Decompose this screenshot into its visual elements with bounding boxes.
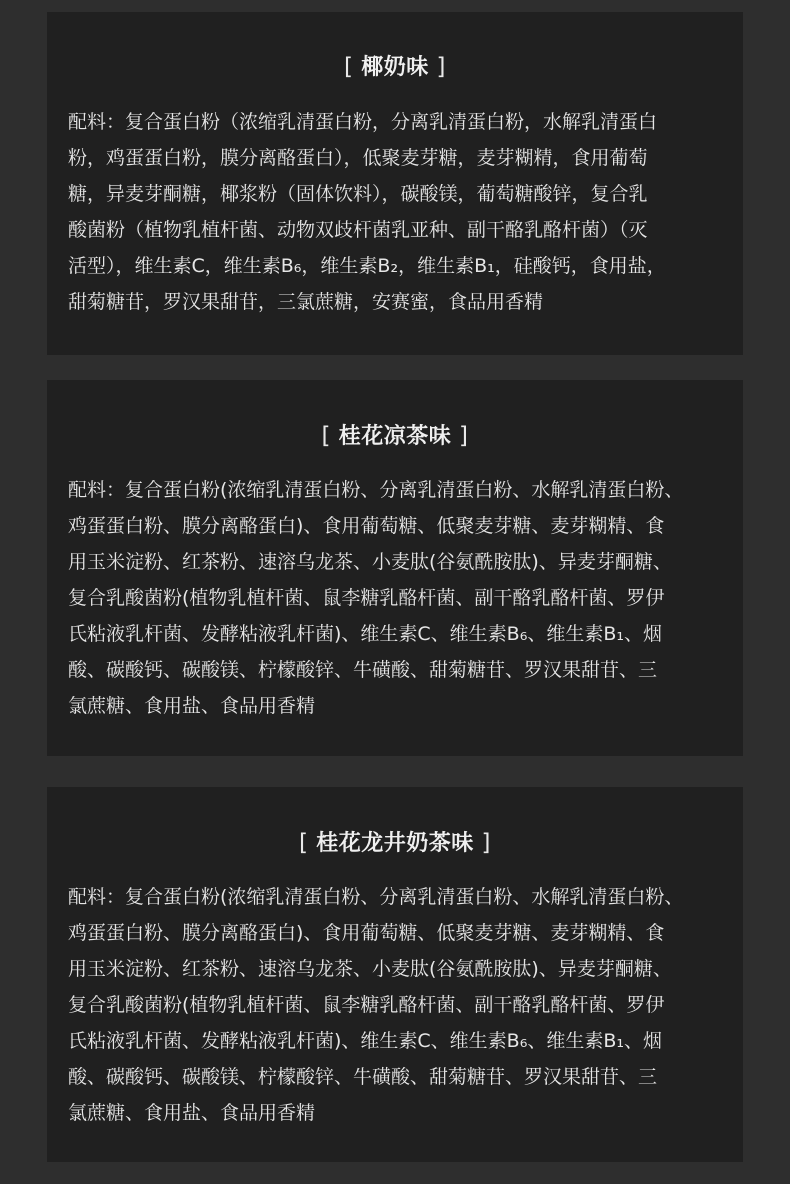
- ingredients-line: 配料：复合蛋白粉(浓缩乳清蛋白粉、分离乳清蛋白粉、水解乳清蛋白粉、: [68, 886, 684, 908]
- ingredients-line: 复合乳酸菌粉(植物乳植杆菌、鼠李糖乳酪杆菌、副干酪乳酪杆菌、罗伊: [68, 587, 665, 609]
- flavor-title: [47, 419, 743, 450]
- bracket-close: ]: [451, 423, 469, 449]
- bracket-close: ]: [428, 54, 447, 80]
- ingredients-line: 酸菌粉（植物乳植杆菌、动物双歧杆菌乳亚种、副干酪乳酪杆菌）（灭: [68, 219, 648, 241]
- ingredients-line: 氏粘液乳杆菌、发酵粘液乳杆菌)、维生素C、维生素B₆、维生素B₁、烟: [68, 1030, 662, 1052]
- ingredients-text: [68, 104, 728, 320]
- ingredients-line: 用玉米淀粉、红茶粉、速溶乌龙茶、小麦肽(谷氨酰胺肽)、异麦芽酮糖、: [68, 551, 672, 573]
- flavor-name: 桂花龙井奶茶味: [316, 831, 474, 856]
- ingredients-line: 糖，异麦芽酮糖，椰浆粉（固体饮料），碳酸镁，葡萄糖酸锌，复合乳: [68, 183, 648, 205]
- bracket-close: ]: [473, 830, 492, 856]
- ingredients-line: 酸、碳酸钙、碳酸镁、柠檬酸锌、牛磺酸、甜菊糖苷、罗汉果甜苷、三: [68, 659, 658, 681]
- ingredients-line: 鸡蛋蛋白粉、膜分离酪蛋白)、食用葡萄糖、低聚麦芽糖、麦芽糊精、食: [68, 922, 665, 944]
- ingredients-line: 配料：复合蛋白粉(浓缩乳清蛋白粉、分离乳清蛋白粉、水解乳清蛋白粉、: [68, 479, 684, 501]
- flavor-card-osmanthus-herbal-tea: [47, 380, 743, 756]
- flavor-card-osmanthus-longjing-milk-tea: [47, 787, 743, 1162]
- flavor-title: [47, 826, 743, 857]
- ingredients-line: 氏粘液乳杆菌、发酵粘液乳杆菌)、维生素C、维生素B₆、维生素B₁、烟: [68, 623, 662, 645]
- ingredients-line: 鸡蛋蛋白粉、膜分离酪蛋白)、食用葡萄糖、低聚麦芽糖、麦芽糊精、食: [68, 515, 665, 537]
- ingredients-line: 氯蔗糖、食用盐、食品用香精: [68, 1102, 316, 1124]
- ingredients-line: 酸、碳酸钙、碳酸镁、柠檬酸锌、牛磺酸、甜菊糖苷、罗汉果甜苷、三: [68, 1066, 658, 1088]
- ingredients-line: 配料：复合蛋白粉（浓缩乳清蛋白粉，分离乳清蛋白粉，水解乳清蛋白: [68, 111, 658, 133]
- flavor-name: 椰奶味: [361, 55, 429, 80]
- flavor-name: 桂花凉茶味: [338, 424, 452, 449]
- ingredients-text: [68, 879, 728, 1131]
- bracket-open: [: [298, 830, 317, 856]
- ingredients-line: 活型），维生素C，维生素B₆，维生素B₂，维生素B₁，硅酸钙，食用盐，: [68, 255, 666, 277]
- flavor-card-coconut-milk: [47, 12, 743, 355]
- ingredients-text: [68, 472, 728, 724]
- ingredients-line: 用玉米淀粉、红茶粉、速溶乌龙茶、小麦肽(谷氨酰胺肽)、异麦芽酮糖、: [68, 958, 672, 980]
- bracket-open: [: [343, 54, 362, 80]
- bracket-open: [: [321, 423, 339, 449]
- ingredients-line: 氯蔗糖、食用盐、食品用香精: [68, 695, 316, 717]
- flavor-title: [47, 50, 743, 81]
- ingredients-line: 复合乳酸菌粉(植物乳植杆菌、鼠李糖乳酪杆菌、副干酪乳酪杆菌、罗伊: [68, 994, 665, 1016]
- ingredients-line: 粉，鸡蛋蛋白粉，膜分离酪蛋白），低聚麦芽糖，麦芽糊精，食用葡萄: [68, 147, 648, 169]
- ingredients-line: 甜菊糖苷，罗汉果甜苷，三氯蔗糖，安赛蜜，食品用香精: [68, 291, 544, 313]
